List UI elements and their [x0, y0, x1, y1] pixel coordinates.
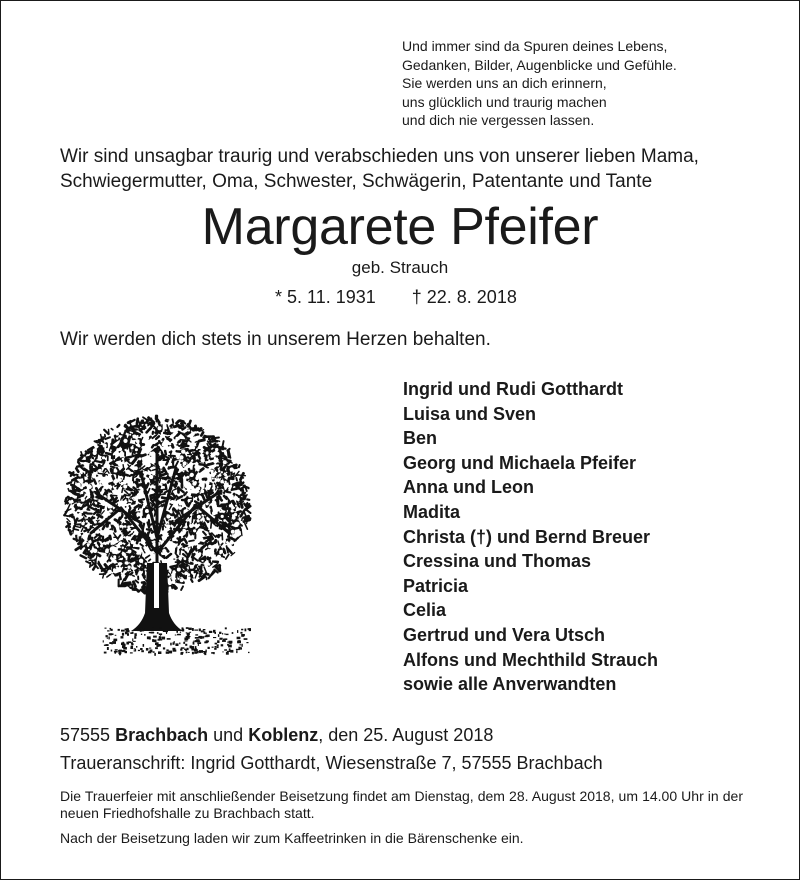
tree-ground — [103, 627, 251, 656]
intro-line: Schwiegermutter, Oma, Schwester, Schwägerin, Patentante und Tante — [60, 171, 653, 192]
place-date-line — [60, 725, 493, 746]
poem-line: Sie werden uns an dich erinnern, — [402, 75, 607, 91]
deceased-name: Margarete Pfeifer — [201, 198, 599, 256]
mourner: Ben — [403, 428, 438, 449]
town-brachbach: Brachbach — [115, 725, 209, 745]
life-dates — [275, 287, 517, 308]
zip-code: 57555 — [60, 725, 111, 745]
poem-line: uns glücklich und traurig machen — [402, 93, 607, 110]
mourner: Anna und Leon — [403, 477, 534, 498]
mourner: sowie alle Anverwandten — [403, 674, 617, 695]
poem — [402, 37, 677, 130]
coffee-invitation: Nach der Beisetzung laden wir zum Kaffeetrinken in die Bärenschenke ein. — [60, 830, 524, 846]
tree-icon — [61, 413, 253, 665]
mourner: Georg und Michaela Pfeifer — [403, 452, 637, 473]
mourners-list — [403, 377, 658, 697]
mourner: Christa (†) und Bernd Breuer — [403, 526, 651, 547]
mourner: Patricia — [403, 575, 469, 596]
mourner: Gertrud und Vera Utsch — [403, 624, 606, 645]
town-koblenz: Koblenz — [248, 725, 319, 745]
mourner: Madita — [403, 501, 461, 522]
mourner: Ingrid und Rudi Gotthardt — [403, 379, 623, 399]
mourner: Cressina und Thomas — [403, 551, 592, 572]
motto: Wir werden dich stets in unserem Herzen behalten. — [60, 329, 491, 350]
intro-line: Wir sind unsagbar traurig und verabschieden uns von unserer lieben Mama, — [60, 146, 699, 167]
mourner: Luisa und Sven — [403, 403, 537, 424]
poem-line: Und immer sind da Spuren deines Lebens, — [402, 38, 668, 54]
death-date: † 22. 8. 2018 — [411, 287, 517, 307]
mourner: Alfons und Mechthild Strauch — [403, 649, 658, 670]
birth-date: * 5. 11. 1931 — [275, 287, 376, 307]
mourner: Celia — [403, 600, 447, 621]
poem-line: Gedanken, Bilder, Augenblicke und Gefühle. — [402, 56, 677, 73]
notice-date: , den 25. August 2018 — [318, 725, 494, 745]
conjunction: und — [213, 725, 244, 745]
poem-line: und dich nie vergessen lassen. — [402, 112, 595, 128]
mourning-address: Traueranschrift: Ingrid Gotthardt, Wiesenstraße 7, 57555 Brachbach — [60, 753, 603, 773]
intro-text — [60, 144, 760, 194]
ceremony-info: Die Trauerfeier mit anschließender Beisetzung findet am Dienstag, dem 28. August 2018, um 14.00 Uhr in der neuen Friedhofshalle zu Brachbach statt. — [60, 788, 743, 821]
maiden-name: geb. Strauch — [351, 258, 449, 277]
